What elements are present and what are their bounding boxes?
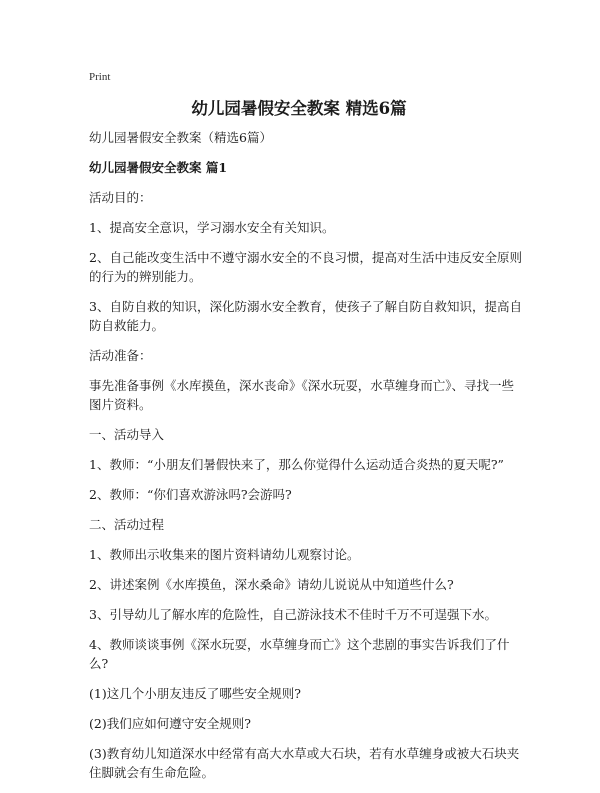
paragraph: 1、教师出示收集来的图片资料请幼儿观察讨论。 xyxy=(89,547,360,562)
section-heading: 幼儿园暑假安全教案 篇1 xyxy=(89,160,228,175)
paragraph: (2)我们应如何遵守安全规则? xyxy=(89,716,251,731)
paragraph: 二、活动过程 xyxy=(89,517,165,532)
paragraph: 4、教师谈谈事例《深水玩耍，水草缠身而亡》这个悲剧的事实告诉我们了什么? xyxy=(89,637,510,671)
paragraph: 3、自防自救的知识，深化防溺水安全教育，使孩子了解自防自救知识，提高自防自救能力。 xyxy=(89,299,522,333)
paragraph: 3、引导幼儿了解水库的危险性，自己游泳技术不佳时千万不可逞强下水。 xyxy=(89,607,497,622)
paragraph: 一、活动导入 xyxy=(89,427,165,442)
document-body xyxy=(89,128,524,793)
paragraph: 2、教师：“你们喜欢游泳吗?会游吗? xyxy=(89,487,292,502)
paragraph: 活动目的： xyxy=(89,190,152,205)
paragraph: 1、教师：“小朋友们暑假快来了，那么你觉得什么运动适合炎热的夏天呢?” xyxy=(89,457,504,472)
document-title: 幼儿园暑假安全教案 精选6篇 xyxy=(191,99,407,118)
paragraph: (3)教育幼儿知道深水中经常有高大水草或大石块，若有水草缠身或被大石块夹住脚就会有生命危险。 xyxy=(89,746,520,780)
paragraph: (1)这几个小朋友违反了哪些安全规则? xyxy=(89,686,301,701)
print-link[interactable]: Print xyxy=(89,71,111,83)
paragraph: 活动准备： xyxy=(89,348,152,363)
intro-text: 幼儿园暑假安全教案（精选6篇） xyxy=(89,130,272,145)
paragraph: 1、提高安全意识，学习溺水安全有关知识。 xyxy=(89,220,335,235)
paragraph: 2、自己能改变生活中不遵守溺水安全的不良习惯，提高对生活中违反安全原则的行为的辨别能力。 xyxy=(89,250,522,284)
paragraph: 2、讲述案例《水库摸鱼，深水桑命》请幼儿说说从中知道些什么? xyxy=(89,577,454,592)
paragraph: 事先准备事例《水库摸鱼，深水丧命》《深水玩耍，水草缠身而亡》、寻找一些图片资料。 xyxy=(89,378,515,412)
